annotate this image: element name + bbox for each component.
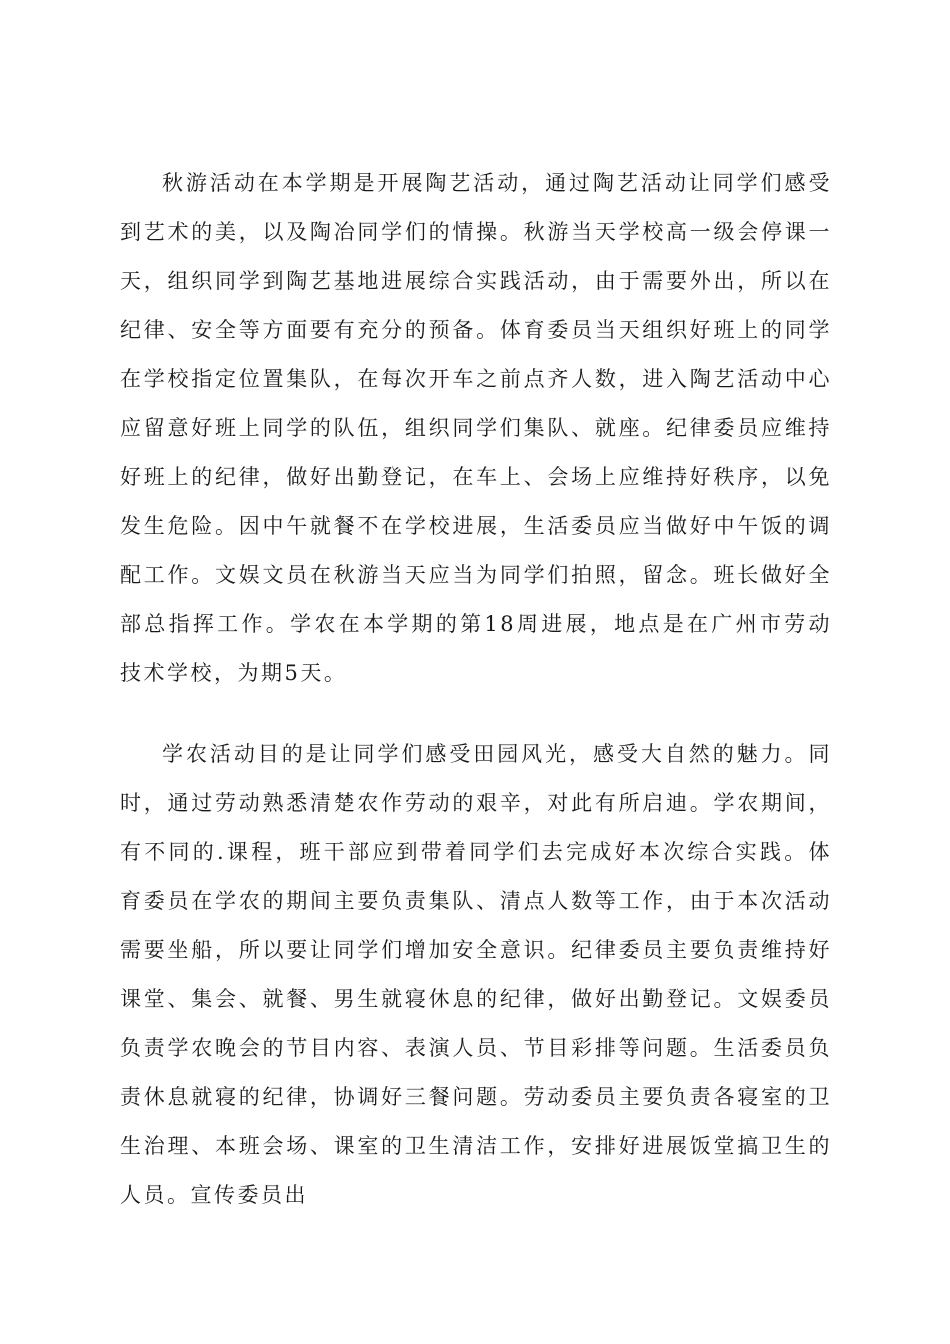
paragraph-autumn-trip: 秋游活动在本学期是开展陶艺活动，通过陶艺活动让同学们感受到艺术的美，以及陶冶同学们的情操。秋游当天学校高一级会停课一天，组织同学到陶艺基地进展综合实践活动，由于需要外出，所以在纪律、安全等方面要有充分的预备。体育委员当天组织好班上的同学在学校指定位置集队，在每次开车之前点齐人数，进入陶艺活动中心应留意好班上同学的队伍，组织同学们集队、就座。纪律委员应维持好班上的纪律，做好出勤登记，在车上、会场上应维持好秩序，以免发生危险。因中午就餐不在学校进展，生活委员应当做好中午饭的调配工作。文娱文员在秋游当天应当为同学们拍照，留念。班长做好全部总指挥工作。学农在本学期的第18周进展，地点是在广州市劳动技术学校，为期5天。 [120, 171, 832, 685]
paragraph-farm-study: 学农活动目的是让同学们感受田园风光，感受大自然的魅力。同时，通过劳动熟悉清楚农作劳动的艰辛，对此有所启迪。学农期间，有不同的.课程，班干部应到带着同学们去完成好本次综合实践。体育委员在学农的期间主要负责集队、清点人数等工作，由于本次活动需要坐船，所以要让同学们增加安全意识。纪律委员主要负责维持好课堂、集会、就餐、男生就寝休息的纪律，做好出勤登记。文娱委员负责学农晚会的节目内容、表演人员、节目彩排等问题。生活委员负责休息就寝的纪律，协调好三餐问题。劳动委员主要负责各寝室的卫生治理、本班会场、课室的卫生清洁工作，安排好进展饭堂搞卫生的人员。宣传委员出 [120, 742, 832, 1207]
